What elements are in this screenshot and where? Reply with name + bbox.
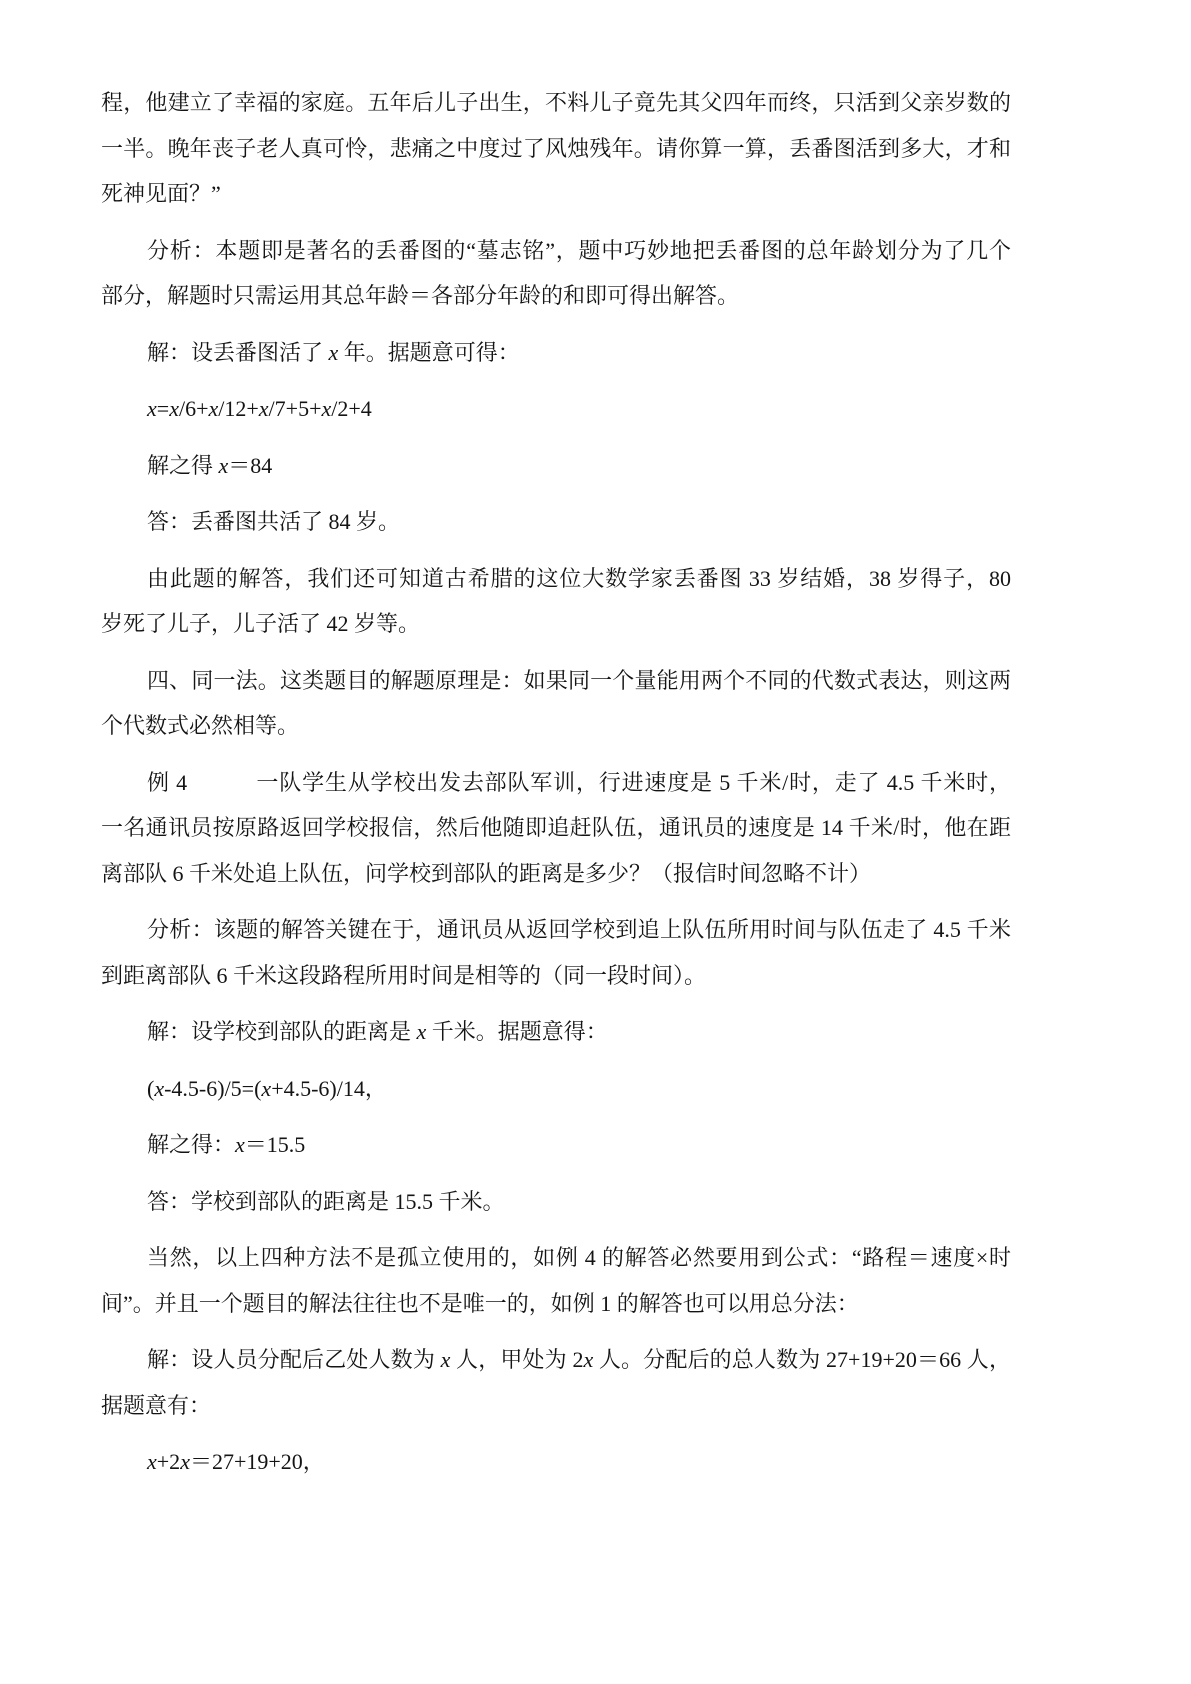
text-line: 岁死了儿子，儿子活了 42 岁等。 — [101, 611, 421, 636]
text-line: 到距离部队 6 千米这段路程所用时间是相等的（同一段时间）。 — [101, 962, 707, 988]
text-line: 解之得 x＝84 — [147, 452, 273, 478]
example-1-alt-solution-setup — [101, 1337, 1011, 1428]
example-4-solution-setup — [101, 1009, 1011, 1055]
equation-line: x+2x＝27+19+20， — [147, 1449, 325, 1474]
text-line: 解：设丢番图活了 x 年。据题意可得： — [147, 339, 520, 365]
method-4-paragraph — [101, 658, 1011, 749]
solution-result — [101, 443, 1011, 489]
text-line: 死神见面？” — [101, 181, 221, 206]
equation-line: (x-4.5-6)/5=(x+4.5-6)/14， — [147, 1075, 387, 1101]
example-4-solution-result — [101, 1122, 1011, 1168]
equation-line: x=x/6+x/12+x/7+5+x/2+4 — [147, 396, 372, 421]
text-line: 四、同一法。这类题目的解题原理是：如果同一个量能用两个不同的代数式表达，则这两 — [147, 667, 1011, 693]
analysis-paragraph — [101, 228, 1011, 319]
text-line: 分析：该题的解答关键在于，通讯员从返回学校到追上队伍所用时间与队伍走了 4.5 千米 — [147, 917, 1011, 942]
text-line: 当然，以上四种方法不是孤立使用的，如例 4 的解答必然要用到公式：“路程＝速度×时 — [147, 1245, 1011, 1270]
text-line: 程，他建立了幸福的家庭。五年后儿子出生，不料儿子竟先其父四年而终，只活到父亲岁数的 — [101, 90, 1011, 115]
text-line: 答：丢番图共活了 84 岁。 — [147, 509, 401, 534]
text-line: 部分，解题时只需运用其总年龄＝各部分年龄的和即可得出解答。 — [101, 283, 740, 308]
text-line: 个代数式必然相等。 — [101, 713, 300, 738]
conclusion-paragraph — [101, 1235, 1011, 1326]
text-line: 一名通讯员按原路返回学校报信，然后他随即追赶队伍，通讯员的速度是 14 千米/时，他在距 — [101, 815, 1011, 840]
problem-text-continuation — [101, 80, 1011, 217]
text-line: 离部队 6 千米处追上队伍，问学校到部队的距离是多少？（报信时间忽略不计） — [101, 860, 872, 886]
text-line: 解：设学校到部队的距离是 x 千米。据题意得： — [147, 1019, 608, 1044]
text-line: 由此题的解答，我们还可知道古希腊的这位大数学家丢番图 33 岁结婚，38 岁得子，80 — [147, 565, 1011, 591]
text-line: 解之得：x＝15.5 — [147, 1132, 306, 1157]
solution-setup — [101, 330, 1011, 376]
text-line: 据题意有： — [101, 1392, 212, 1418]
example-4-equation — [101, 1066, 1011, 1112]
example-4-analysis — [101, 907, 1011, 998]
text-line: 分析：本题即是著名的丢番图的“墓志铭”，题中巧妙地把丢番图的总年龄划分为了几个 — [147, 237, 1011, 263]
remark-paragraph — [101, 556, 1011, 647]
example-4-answer — [101, 1179, 1011, 1225]
text-line: 例 4 一队学生从学校出发去部队军训，行进速度是 5 千米/时，走了 4.5 千米时， — [147, 769, 1011, 795]
equation — [101, 386, 1011, 432]
text-line: 一半。晚年丧子老人真可怜，悲痛之中度过了风烛残年。请你算一算，丢番图活到多大，才和 — [101, 135, 1011, 161]
example-1-alt-equation — [101, 1439, 1011, 1485]
document-body — [101, 80, 1011, 1485]
answer — [101, 499, 1011, 545]
text-line: 间”。并且一个题目的解法往往也不是唯一的，如例 1 的解答也可以用总分法： — [101, 1290, 859, 1316]
text-line: 答：学校到部队的距离是 15.5 千米。 — [147, 1188, 505, 1214]
text-line: 解：设人员分配后乙处人数为 x 人，甲处为 2x 人。分配后的总人数为 27+19+20＝66 人， — [147, 1347, 1011, 1372]
example-4-problem — [101, 760, 1011, 897]
